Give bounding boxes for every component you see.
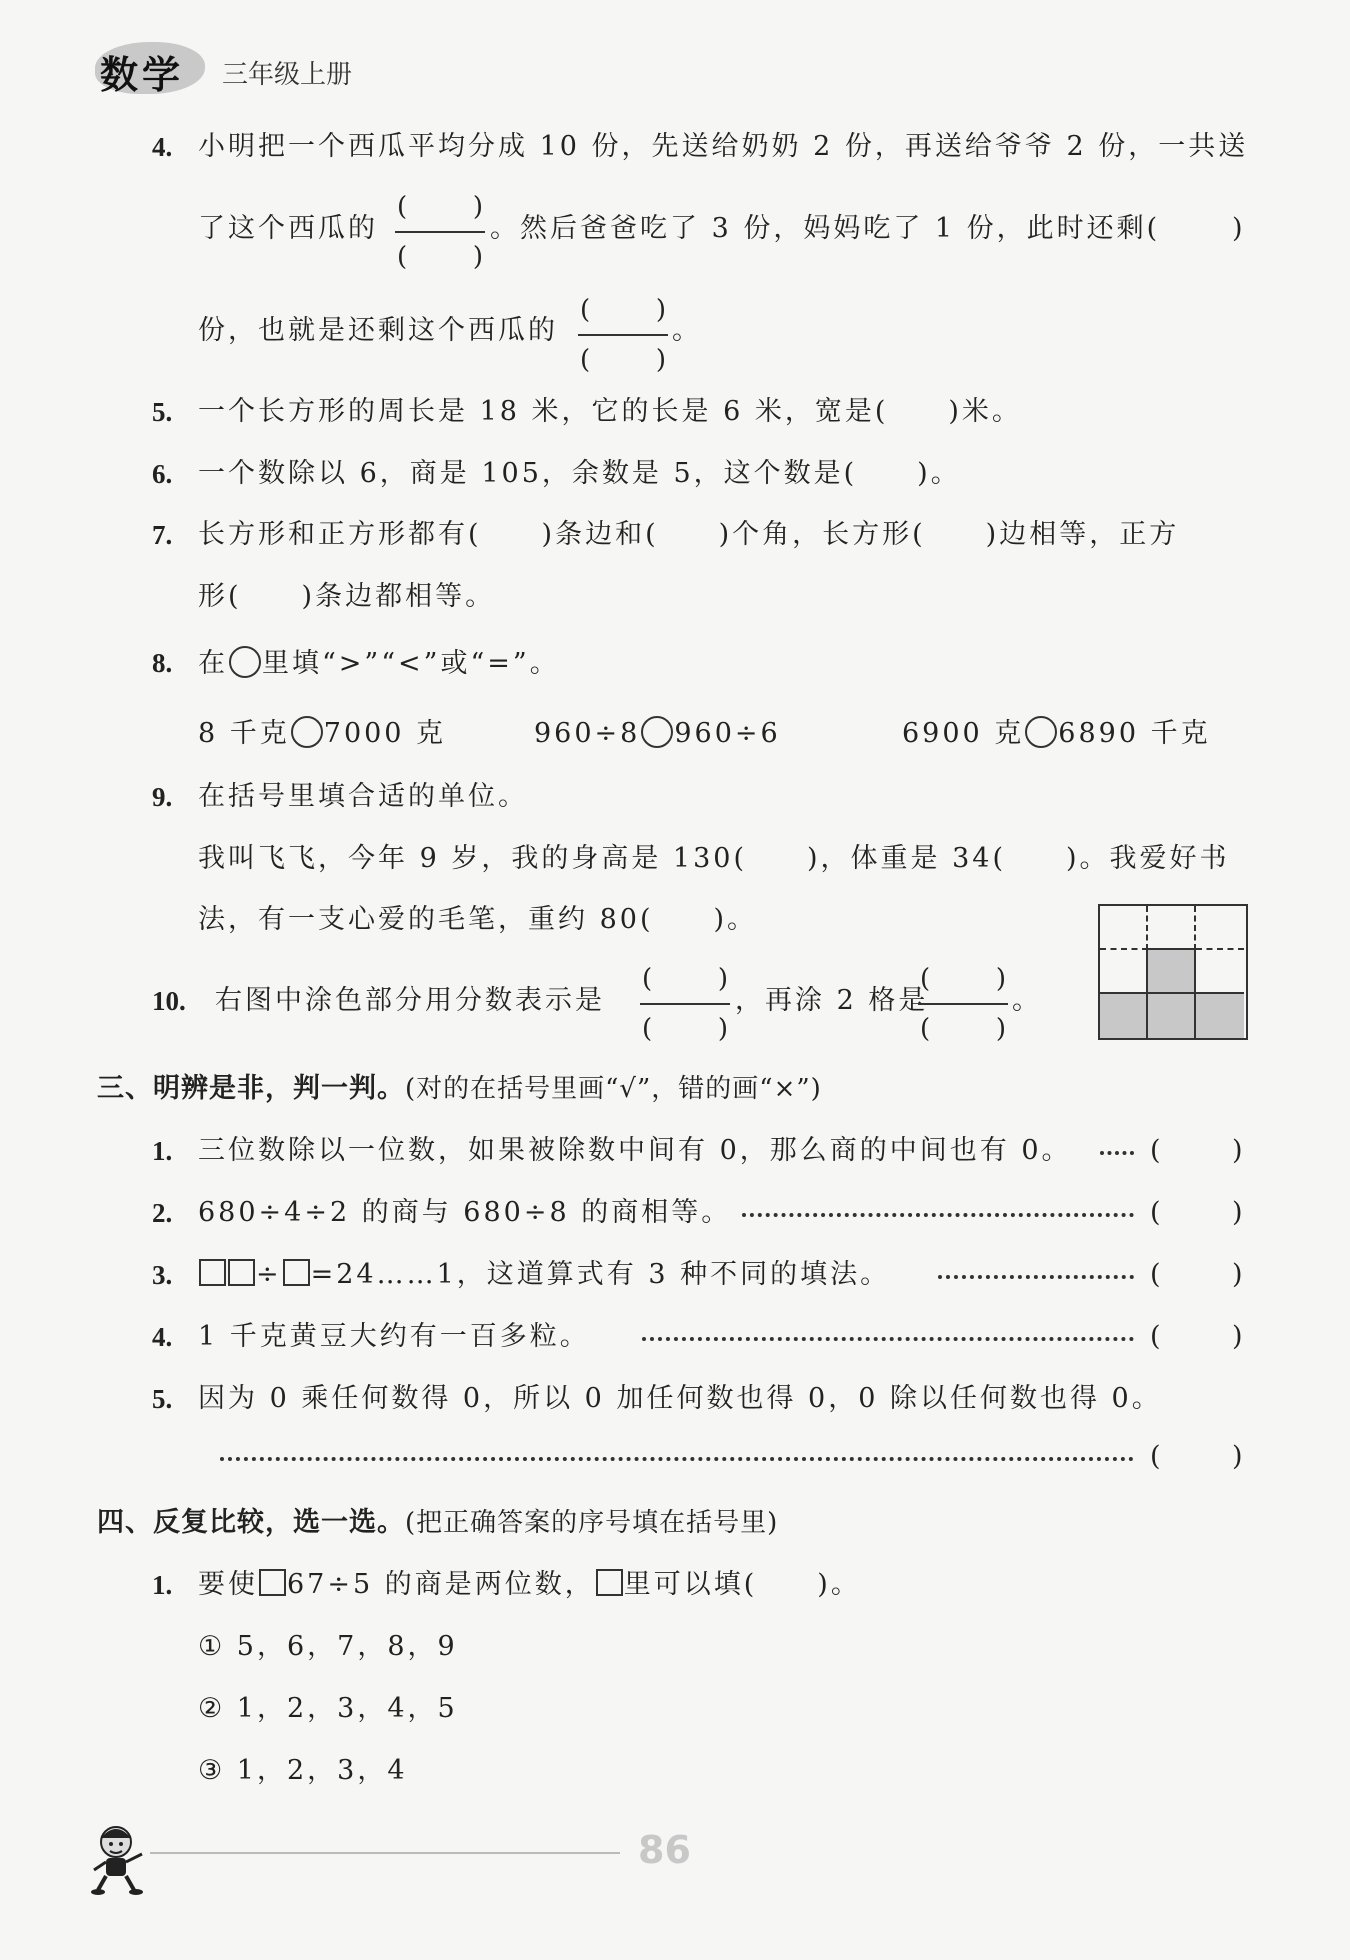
q10-number: 10. [152,986,186,1016]
q4-line3a: 份，也就是还剩这个西瓜的 [198,315,558,346]
q10-text-b: ，再涂 2 格是 [735,985,929,1016]
leader-dots [742,1213,1134,1217]
box-blank[interactable] [199,1259,226,1286]
s3-q3-div: ÷ [256,1259,282,1290]
option-3[interactable]: ③ 1，2，3，4 [198,1755,408,1786]
circle-blank[interactable] [291,716,323,748]
s3-q4-text: 1 千克黄豆大约有一百多粒。 [198,1321,590,1352]
s3-q3-number: 3. [152,1260,173,1290]
s3-q2-number: 2. [152,1198,173,1228]
grid-cell-shaded [1196,994,1244,1038]
s4-q1-number: 1. [152,1570,173,1600]
compare2-left: 960÷8 [534,718,641,749]
q7-number: 7. [152,520,173,550]
answer-paren-close: ) [1232,1135,1243,1166]
s3-q2-text: 680÷4÷2 的商与 680÷8 的商相等。 [198,1197,732,1228]
grid-cell-shaded [1148,950,1196,994]
section4-note: (把正确答案的序号填在括号里) [405,1508,779,1538]
s3-q3-text: =24……1，这道算式有 3 种不同的填法。 [310,1259,891,1290]
fraction-blank[interactable]: ( ) ( ) [920,964,1006,1044]
circle-blank[interactable] [1025,716,1057,748]
s3-q5-number: 5. [152,1384,173,1414]
compare1-left: 8 千克 [198,718,290,749]
q9-number: 9. [152,782,173,812]
subject-title: 数学 [100,53,185,97]
s3-q1-text: 三位数除以一位数，如果被除数中间有 0，那么商的中间也有 0。 [198,1135,1072,1166]
q6-text: 一个数除以 6，商是 105，余数是 5，这个数是( )。 [198,458,961,489]
answer-paren-close: ) [1232,1197,1243,1228]
section4-title: 四、反复比较，选一选。 [97,1507,405,1538]
answer-paren-close: ) [1232,1321,1243,1352]
compare3-left: 6900 克 [902,718,1025,749]
circle-blank[interactable] [229,646,261,678]
s3-q1-number: 1. [152,1136,173,1166]
answer-paren-open[interactable]: ( [1150,1441,1161,1472]
s4-q1-text-b: 67÷5 的商是两位数， [287,1569,595,1600]
q10-text-a: 右图中涂色部分用分数表示是 [215,985,605,1016]
grid-cell-shaded [1148,994,1196,1038]
leader-dots [220,1457,1134,1461]
fraction-blank[interactable]: ( ) ( ) [397,192,483,272]
answer-paren-close: ) [1232,1441,1243,1472]
fraction-blank[interactable]: ( ) ( ) [580,295,666,375]
q6-number: 6. [152,459,173,489]
q5-number: 5. [152,397,173,427]
box-blank[interactable] [283,1259,310,1286]
q10-text-c: 。 [1012,985,1042,1016]
q4-line2b: 。然后爸爸吃了 3 份，妈妈吃了 1 份，此时还剩( [490,213,1161,244]
q4-line1: 小明把一个西瓜平均分成 10 份，先送给奶奶 2 份，再送给爷爷 2 份，一共送 [198,131,1249,162]
option-1[interactable]: ① 5，6，7，8，9 [198,1631,458,1662]
grid-cell-shaded [1100,994,1148,1038]
section3-note: (对的在括号里画“√”，错的画“×”) [405,1074,822,1104]
s3-q5-text: 因为 0 乘任何数得 0，所以 0 加任何数也得 0，0 除以任何数也得 0。 [198,1383,1162,1414]
circle-blank[interactable] [641,716,673,748]
page-number: 86 [638,1828,691,1872]
grid-cell [1100,906,1148,950]
section4-heading [97,1506,778,1540]
q9-line2: 法，有一支心爱的毛笔，重约 80( )。 [198,904,758,935]
compare2-right: 960÷6 [674,718,781,749]
q5-text: 一个长方形的周长是 18 米，它的长是 6 米，宽是( )米。 [198,396,1022,427]
q7-line1: 长方形和正方形都有( )条边和( )个角，长方形( )边相等，正方 [198,519,1180,550]
s4-q1-text-c: 里可以填( )。 [623,1569,861,1600]
q9-title: 在括号里填合适的单位。 [198,781,528,812]
s3-q4-number: 4. [152,1322,173,1352]
answer-paren-open[interactable]: ( [1150,1321,1161,1352]
box-blank[interactable] [596,1569,623,1596]
mascot-icon [88,1818,158,1898]
grid-figure [1098,904,1248,1040]
section3-title: 三、明辨是非，判一判。 [97,1073,405,1104]
grid-cell [1148,906,1196,950]
leader-dots [642,1337,1134,1341]
grid-cell [1196,950,1244,994]
q4-line2a: 了这个西瓜的 [198,213,378,244]
fraction-blank[interactable]: ( ) ( ) [642,964,728,1044]
answer-paren-open[interactable]: ( [1150,1259,1161,1290]
answer-paren-open[interactable]: ( [1150,1197,1161,1228]
q4-number: 4. [152,132,173,162]
option-2[interactable]: ② 1，2，3，4，5 [198,1693,458,1724]
q8-text-b: 里填“>”“<”或“=”。 [262,648,560,679]
footer-divider [150,1852,620,1854]
compare1-right: 7000 克 [323,718,447,749]
box-blank[interactable] [259,1569,286,1596]
q4-line3b: 。 [672,315,702,346]
answer-paren-close: ) [1232,1259,1243,1290]
q8-text-a: 在 [198,648,228,679]
q9-line1: 我叫飞飞，今年 9 岁，我的身高是 130( )，体重是 34( )。我爱好书 [198,843,1230,874]
section3-heading [97,1072,822,1106]
q7-line2: 形( )条边都相等。 [198,581,496,612]
grid-cell [1100,950,1148,994]
compare3-right: 6890 千克 [1058,718,1211,749]
leader-dots [938,1275,1134,1279]
grade-label: 三年级上册 [222,60,353,90]
grid-cell [1196,906,1244,950]
q8-number: 8. [152,648,173,678]
s4-q1-text-a: 要使 [198,1569,258,1600]
box-blank[interactable] [228,1259,255,1286]
leader-dots [1100,1151,1134,1155]
paren-close: ) [1232,213,1243,244]
answer-paren-open[interactable]: ( [1150,1135,1161,1166]
